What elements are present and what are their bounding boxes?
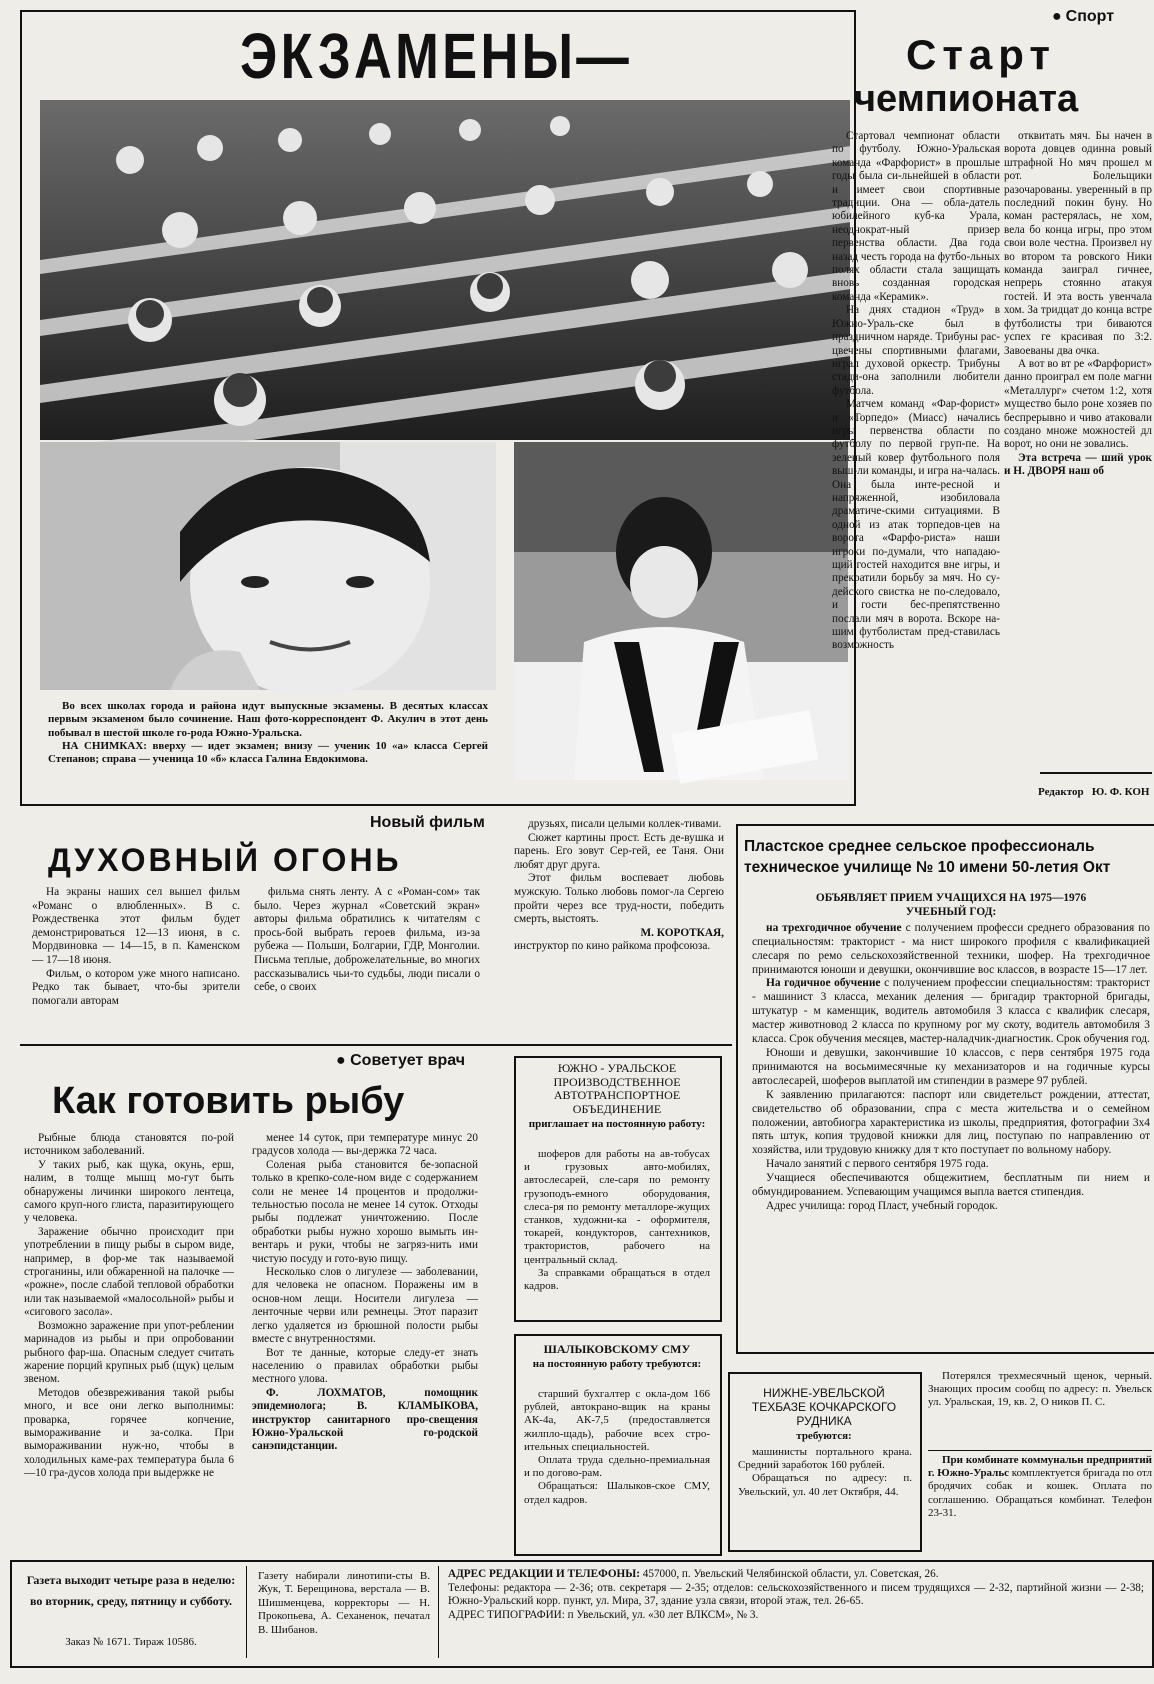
tekhbaza-ad-text: машинисты портального крана. Средний заработок 160 рублей.: [738, 1446, 912, 1472]
footer-phones: Телефоны: редактора — 2-36; отв. секретаря — 2-35; отделов: сельскохозяйственного и писем трудящихся — 2-32, партийной жизни — 2-38; Южно-Уральский корр. пункт, ул. Мира, 37, здание узла связи, второй этаж, тел. 26-65.: [448, 1581, 1144, 1608]
student-girl-photo: [514, 442, 848, 780]
doctor-paragraph: Методов обезвреживания такой рыбы много, и все они легко выполнимы: проварка, горячее копчение, вымораживание и за-солка. При вымораживании нуж-но, чтобы в холодильных каме-рах температура была 6—10 гра-дусов холода при выдержке не: [24, 1386, 234, 1480]
school-p1: с получением професси среднего образования по специальностям: тракторист - ма нист широкого профиля с квалификацией слесаря по ремо сельскохозяйственной техники, шофер. На трехгодичное принимаются юноши и девушки, окончившие вос классов, в возрасте 15—17 лет.: [752, 921, 1150, 976]
film-author-role: инструктор по кино райкома профсоюза.: [514, 940, 711, 953]
film-paragraph: друзьях, писали целыми коллек-тивами.: [528, 818, 722, 830]
film-paragraph: Сюжет картины прост. Есть де-вушка и парень. Его зовут Сер-гей, ее Таня. Они любят друг друга.: [514, 831, 724, 871]
editor-line: [1038, 786, 1152, 802]
auto-ad-contact: За справками обращаться в отдел кадров.: [524, 1266, 710, 1293]
school-body: [752, 892, 1150, 1346]
smu-ad-title: ШАЛЫКОВСКОМУ СМУ: [543, 1342, 691, 1356]
auto-ad-text: шоферов для работы на ав-тобусах и грузовых авто-мобилях, автослесарей, сле-саря по ремонту грузоподъ-емного оборудования, слеса-ря по ремонту металлоре-жущих станков, художни-ка - оформителя, токарей, кондукторов, сантехников, трактористов, рабочего на центральный склад.: [524, 1148, 710, 1266]
tekhbaza-ad-required: требуются:: [796, 1430, 852, 1442]
footer-order: Заказ № 1671. Тираж 10586.: [65, 1636, 197, 1648]
auto-ad-title: ЮЖНО - УРАЛЬСКОЕ ПРОИЗВОДСТВЕННОЕ АВТОТРАНСПОРТНОЕ ОБЪЕДИНЕНИЕ: [553, 1061, 681, 1116]
doctor-paragraph: Заражение обычно происходит при употреблении в пищу рыбы в сыром виде, например, в фор-ме так называемой строганины, или обжаренной на палочке — «рожне», после слабой тепловой обработки или так называемой «малосольной» рыбы и «сигового засола».: [24, 1225, 234, 1319]
doctor-title: Как готовить рыбу: [52, 1080, 405, 1122]
film-column-2: [254, 886, 480, 1036]
doctor-paragraph: менее 14 суток, при температуре минус 20 градусов холода — вы-держка 72 часа.: [252, 1132, 478, 1158]
exams-caption-text: Во всех школах города и района идут выпускные экзамены. В десятых классах первым экзаменом было сочинение. Наш фото-корреспондент Ф. Акулич в этот день побывал в шестой школе го-рода Южно-Уральска.: [48, 700, 488, 739]
school-p4: К заявлению прилагаются: паспорт или свидетельст рождении, аттестат, свидетельство об образовании, спра с места жительства и о семейном положении, автобиогра характеристика из школы, предприятия, фотографии 3х4 пять штук, копия трудовой книжки для лиц, поступаю по направлению от хозяйства, или трудовую книжку для т кто поступает по вольному набору.: [752, 1088, 1150, 1157]
doctor-paragraph: Возможно заражение при упот-реблении маринадов из рыбы и при опробовании рыбного фар-ша. Опасным следует считать жарение порций крупных рыб (щук) целым звеном.: [24, 1319, 234, 1386]
school-p1-lead: на трехгодичное обучение: [766, 921, 902, 934]
film-bottom-rule: [20, 1044, 732, 1046]
doctor-rubric: [336, 1052, 496, 1074]
footer-schedule: Газета выходит четыре раза в неделю: во вторник, среду, пятницу и субботу.: [26, 1573, 236, 1608]
exams-caption: [48, 700, 488, 792]
film-paragraph: На экраны наших сел вышел фильм «Романс о влюбленных». В с. Рождественка этот фильм будет демонстрироваться 12—13 июня, в с. Мордвиновка — 14—15, в п. Каменском — 17—18 июня.: [32, 886, 240, 966]
film-rubric: Новый фильм: [370, 814, 485, 831]
bullet-dot-icon: ●: [1052, 8, 1062, 25]
school-p6: Учащиеся обеспечиваются общежитием, бесплатным пи нием и обмундированием. Успевающим учащимся выпла вается стипендия.: [752, 1172, 1150, 1199]
school-title-line2: техническое училище № 10 имени 50-летия Окт: [744, 859, 1111, 876]
smu-ad-pay: Оплата труда сдельно-премиальная и по догово-рам.: [524, 1454, 710, 1480]
film-title: ДУХОВНЫЙ ОГОНЬ: [48, 842, 402, 878]
film-paragraph: Этот фильм воспевает любовь мужскую. Только любовь помог-ла Сергею пройти через все труд-ности, победить смерть, выстоять.: [514, 872, 724, 926]
sport-rule: [1040, 772, 1152, 774]
school-title-line1: Пластское среднее сельское профессиональ: [744, 838, 1095, 855]
footer-divider-2: [438, 1566, 439, 1658]
doctor-column-2: [252, 1132, 478, 1552]
lost-puppy-notice: [928, 1370, 1152, 1442]
tekhbaza-ad-title: НИЖНЕ-УВЕЛЬСКОЙ ТЕХБАЗЕ КОЧКАРСКОГО РУДНИКА: [751, 1386, 897, 1428]
sport-title-line2: чемпионата: [854, 78, 1079, 120]
sport-paragraph: На днях стадион «Труд» в Южно-Ураль-ске был в праздничном наряде. Трибуны рас-цвечены спортивными флагами, играл духовой оркестр. Трибуны стади-она заполнили любители футбола.: [832, 304, 1000, 397]
film-column-1: [32, 886, 240, 1036]
smu-ad-required: на постоянную работу требуются:: [532, 1358, 702, 1370]
footer-address-title: АДРЕС РЕДАКЦИИ И ТЕЛЕФОНЫ:: [448, 1568, 640, 1580]
editor-name: Ю. Ф. КОН: [1091, 786, 1150, 798]
smu-ad-text: старший бухгалтер с окла-дом 166 рублей, автокрано-вщик на краны АК-4а, АК-7,5 (предоставляется жилпло-щадь), рабочие всех стро-ительных специальностей.: [524, 1388, 710, 1453]
editor-label: Редактор: [1038, 786, 1084, 798]
sport-paragraph: Матчем команд «Фар-форист» и «Торпедо» (Миасс) начались игры первенства области по футболу по первой груп-пе. На зеленый ковер футбольного поля выш-ли команды, и игра на-чалась. Она была инте-ресной и напряженной, изобиловала драматиче-скими ситуациями. В одной из атак торпедов-цев на ворота «Фарфо-риста» наши игроки по-думали, что нападаю-щий гостей находится вне игры, и прекратили борьбу за мяч. Но су-дейского свистка не по-следовало, и гости бес-препятственно послали мяч в ворота. Вскоре на-шим футболистам пред-ставилась возможность: [832, 398, 1001, 652]
lost-rule: [928, 1450, 1152, 1451]
doctor-rubric-label: Советует врач: [350, 1052, 466, 1069]
sport-paragraph: Эта встреча — ший урок и Н. ДВОРЯ наш об: [1004, 451, 1152, 478]
film-paragraph: фильма снять ленту. А с «Роман-сом» так было. Через журнал «Советский экран» авторы фильма обратились к читателям с прось-бой выбрать героев фильма, из-за рубежа — Польши, Болгарии, ГДР, Монголии. Письма теплые, доброжелательные, во многих рассказывались чьи-то судьбы, люди писали о себе, о своих: [254, 886, 480, 994]
smu-ad-body: [524, 1388, 710, 1550]
film-author: М. КОРОТКАЯ,: [640, 926, 724, 939]
kombinat-notice: [928, 1454, 1152, 1548]
school-p2-lead: На годичное обучение: [766, 977, 881, 990]
sport-column-1: [832, 130, 1000, 810]
doctor-paragraph: Вот те данные, которые следу-ет знать населению о правилах обработки рыбы местного улова.: [252, 1346, 478, 1386]
sport-rubric-label: Спорт: [1065, 8, 1115, 25]
sport-column-2: [1004, 130, 1152, 770]
school-p7: Адрес училища: город Пласт, учебный городок.: [766, 1199, 998, 1212]
kombinat-text: комплектуется бригада по отл бродячих собак и кошек. Оплата по соглашению. Обращаться комбинат. Телефон 23-31.: [928, 1467, 1152, 1519]
doctor-signature: Ф. ЛОХМАТОВ, помощник эпидемиолога; В. КЛАМЫКОВА, инструктор санитарного про-свещения Южно-Уральской го-родской санэпидстанции.: [252, 1386, 478, 1453]
film-paragraph: Фильм, о котором уже много написано. Редко так бывает, что-бы зрители помогали авторам: [32, 967, 240, 1007]
footer-print-address: АДРЕС ТИПОГРАФИИ: п Увельский, ул. «30 лет ВЛКСМ», № 3.: [448, 1608, 759, 1621]
exam-hall-photo: [40, 100, 850, 440]
school-p3: Юноши и девушки, закончившие 10 классов, с перв сентября 1975 года принимаются на восьмимесячные ку механизаторов и на годичные курсы автослесарей, шоферов выплатой им стипендии в размере 97 рублей.: [752, 1046, 1150, 1087]
footer-divider-1: [246, 1566, 247, 1658]
film-column-3: [514, 818, 724, 1040]
exams-caption-label: НА СНИМКАХ:: [62, 739, 147, 752]
school-announce: ОБЪЯВЛЯЕТ ПРИЕМ УЧАЩИХСЯ НА 1975—1976 УЧЕБНЫЙ ГОД:: [815, 892, 1087, 918]
lost-puppy-text: Потерялся трехмесячный щенок, черный. Знающих просим сообщ по адресу: п. Увельск ул. Уральская, 19, кв. 2, О ников П. С.: [928, 1370, 1152, 1409]
school-p2: с получением профессии специальностям: тракторист - машинист 3 класса, механик деления — бригадир тракторной бригады, штукатур - м каменщик, водитель автомобиля 3 класса с квалифик слесаря, мастер животновод 2 класса по крупному рог му скоту, водитель автомобиля 3 класса. Срок обучения месяцев, мастер-наладчик-диагностик. Срок обучения год.: [752, 977, 1150, 1046]
sport-paragraph: Стартовал чемпионат области по футболу. Южно-Уральская команда «Фарфорист» в прошлые годы была си-льнейшей в области и имеет свои спортивные традиции. Она — обла-датель юбилейного куб-ка Урала, неоднократ-ный призер первенства области. Два года назад честь города на футбо-льных полях области стала защищать вновь созданная городская команда «Керамик».: [832, 130, 1000, 303]
doctor-paragraph: Рыбные блюда становятся по-рой источником заболеваний.: [24, 1132, 234, 1158]
student-boy-photo: [40, 442, 496, 690]
footer-address-block: [448, 1568, 1144, 1658]
exams-headline: ЭКЗАМЕНЫ—: [239, 20, 633, 92]
kombinat-lead: При комбинате коммунальн предприятий г. Южно-Уральс: [928, 1454, 1152, 1480]
tekhbaza-ad-contact: Обращаться по адресу: п. Увельский, ул. 40 лет Октября, 44.: [738, 1472, 912, 1498]
exams-caption-photos: вверху — идет экзамен; внизу — ученик 10 «а» класса Сергей Степанов; справа — ученица 10 «б» класса Галина Евдокимова.: [48, 739, 489, 766]
footer-typeset: Газету набирали линотипи-сты В. Жук, Т. Берещинова, верстала — В. Шишменцева, корректоры — Н. Прокопьева, А. Сеханенок, печатал В. Шибанов.: [258, 1570, 430, 1636]
doctor-paragraph: У таких рыб, как щука, окунь, ерш, налим, в толще мышц мо-гут быть обнаружены личинки широкого лентеца, самого круп-ного глиста, паразитирующего у человека.: [24, 1158, 234, 1225]
school-p5: Начало занятий с первого сентября 1975 года.: [766, 1158, 989, 1171]
smu-ad-contact: Обращаться: Шалыков-ское СМУ, отдел кадров.: [524, 1480, 710, 1506]
auto-ad-body: [524, 1148, 710, 1314]
school-title: [744, 836, 1152, 882]
sport-paragraph: отквитать мяч. Бы начен в ворота довцев одинна ровый штрафной Но мяч прошел м рот. Болельщики разочарованы. уверенный в пр последний покин буну. Но коман растерялась, не хом, вела бо конца игры, про этом свои воле честна. Произвел ну во втором та ровского Ники команда заиграл гичнее, непрерь стоянно атакуя гостей. И эта вость увенчала хом. За тридцат до конца встре футболисты три биваются успех ге красивая по 3:2. Завоеваны два очка.: [1004, 130, 1152, 357]
doctor-paragraph: Несколько слов о лигулезе — заболевании, для человека не опасном. Поражены им в основ-ном лещи. Носители лигулеза — ленточные черви или ремнецы. Этот паразит легко удаляется из брюшной полости рыбы вместе с внутренностями.: [252, 1266, 478, 1346]
tekhbaza-ad-body: [738, 1446, 912, 1546]
doctor-column-1: [24, 1132, 234, 1552]
auto-ad-invite: приглашает на постоянную работу:: [528, 1118, 706, 1130]
sport-paragraph: А вот во вт ре «Фарфорист» данно проиграл ем поле магни «Металлург» счетом 1:2, хотя мущество было роне хозяев по беспрерывно и чиво атаковали создано множе можностей дл ворот, но они не зовались.: [1004, 357, 1152, 451]
footer-address: 457000, п. Увельский Челябинской области, ул. Советская, 26.: [642, 1568, 939, 1580]
bullet-dot-icon: ●: [336, 1052, 346, 1069]
sport-title-line1: Старт: [906, 31, 1056, 78]
doctor-paragraph: Соленая рыба становится бе-зопасной только в крепко-соле-ном виде с содержанием соли не менее 14 процентов и продолжи-тельностью посола не менее 14 суток. Отходы рыбы подлежат уничтожению. После обработки рыбы нужно хорошо вымыть ин-вентарь и руки, чтобы не загряз-нить ими чистую посуду и гото-вую пищу.: [252, 1158, 478, 1265]
